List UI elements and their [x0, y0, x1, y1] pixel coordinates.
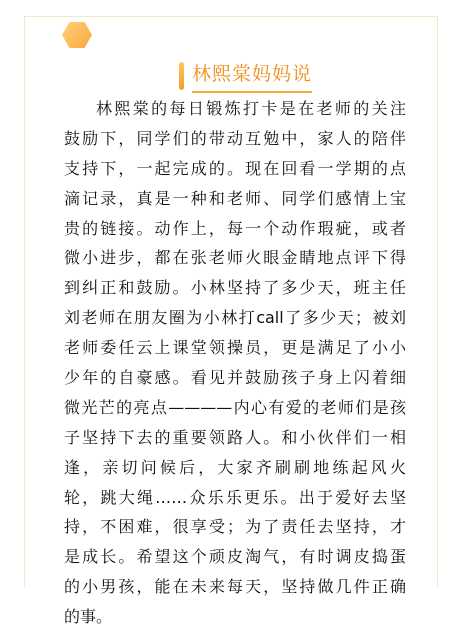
paragraph-line: 的小男孩，能在未来每天，坚持做几件正确 [64, 577, 406, 597]
paragraph-line: 到纠正和鼓励。小林坚持了多少天，班主任 [64, 278, 406, 298]
paragraph-line: 贵的链接。动作上，每一个动作瑕疵，或者 [64, 218, 406, 238]
paragraph-line: 少年的自豪感。看见并鼓励孩子身上闪着细 [64, 368, 406, 388]
paragraph-line: 子坚持下去的重要领路人。和小伙伴们一相 [64, 427, 406, 447]
paragraph-line: 是成长。希望这个顽皮淘气，有时调皮捣蛋 [64, 547, 406, 567]
title-accent-bar [179, 62, 184, 90]
article-body [64, 94, 406, 632]
paragraph-line: 支持下，一起完成的。现在回看一学期的点 [64, 158, 406, 178]
paragraph-line: 逢，亲切问候后，大家齐刷刷地练起风火 [64, 457, 406, 477]
paragraph-line: 微小进步，都在张老师火眼金睛地点评下得 [64, 248, 406, 268]
paragraph-line: 轮，跳大绳……众乐乐更乐。出于爱好去坚 [64, 487, 406, 507]
section-heading [179, 62, 312, 90]
page-title: 林熙棠妈妈说 [192, 60, 312, 93]
hexagon-icon [62, 22, 92, 48]
paragraph-line: 微光芒的亮点————内心有爱的老师们是孩 [64, 397, 406, 417]
paragraph-line: 林熙棠的每日锻炼打卡是在老师的关注 [96, 99, 406, 118]
paragraph-line: 滴记录，真是一种和老师、同学们感情上宝 [64, 188, 406, 208]
paragraph-line: 的事。 [64, 607, 113, 627]
paragraph-line: 持，不困难，很享受；为了责任去坚持，才 [64, 517, 406, 537]
paragraph-line: 鼓励下，同学们的带动互勉中，家人的陪伴 [64, 128, 406, 148]
paragraph-line: 刘老师在朋友圈为小林打call了多少天；被刘 [64, 308, 406, 328]
paragraph-line: 老师委任云上课堂领操员，更是满足了小小 [64, 338, 406, 358]
